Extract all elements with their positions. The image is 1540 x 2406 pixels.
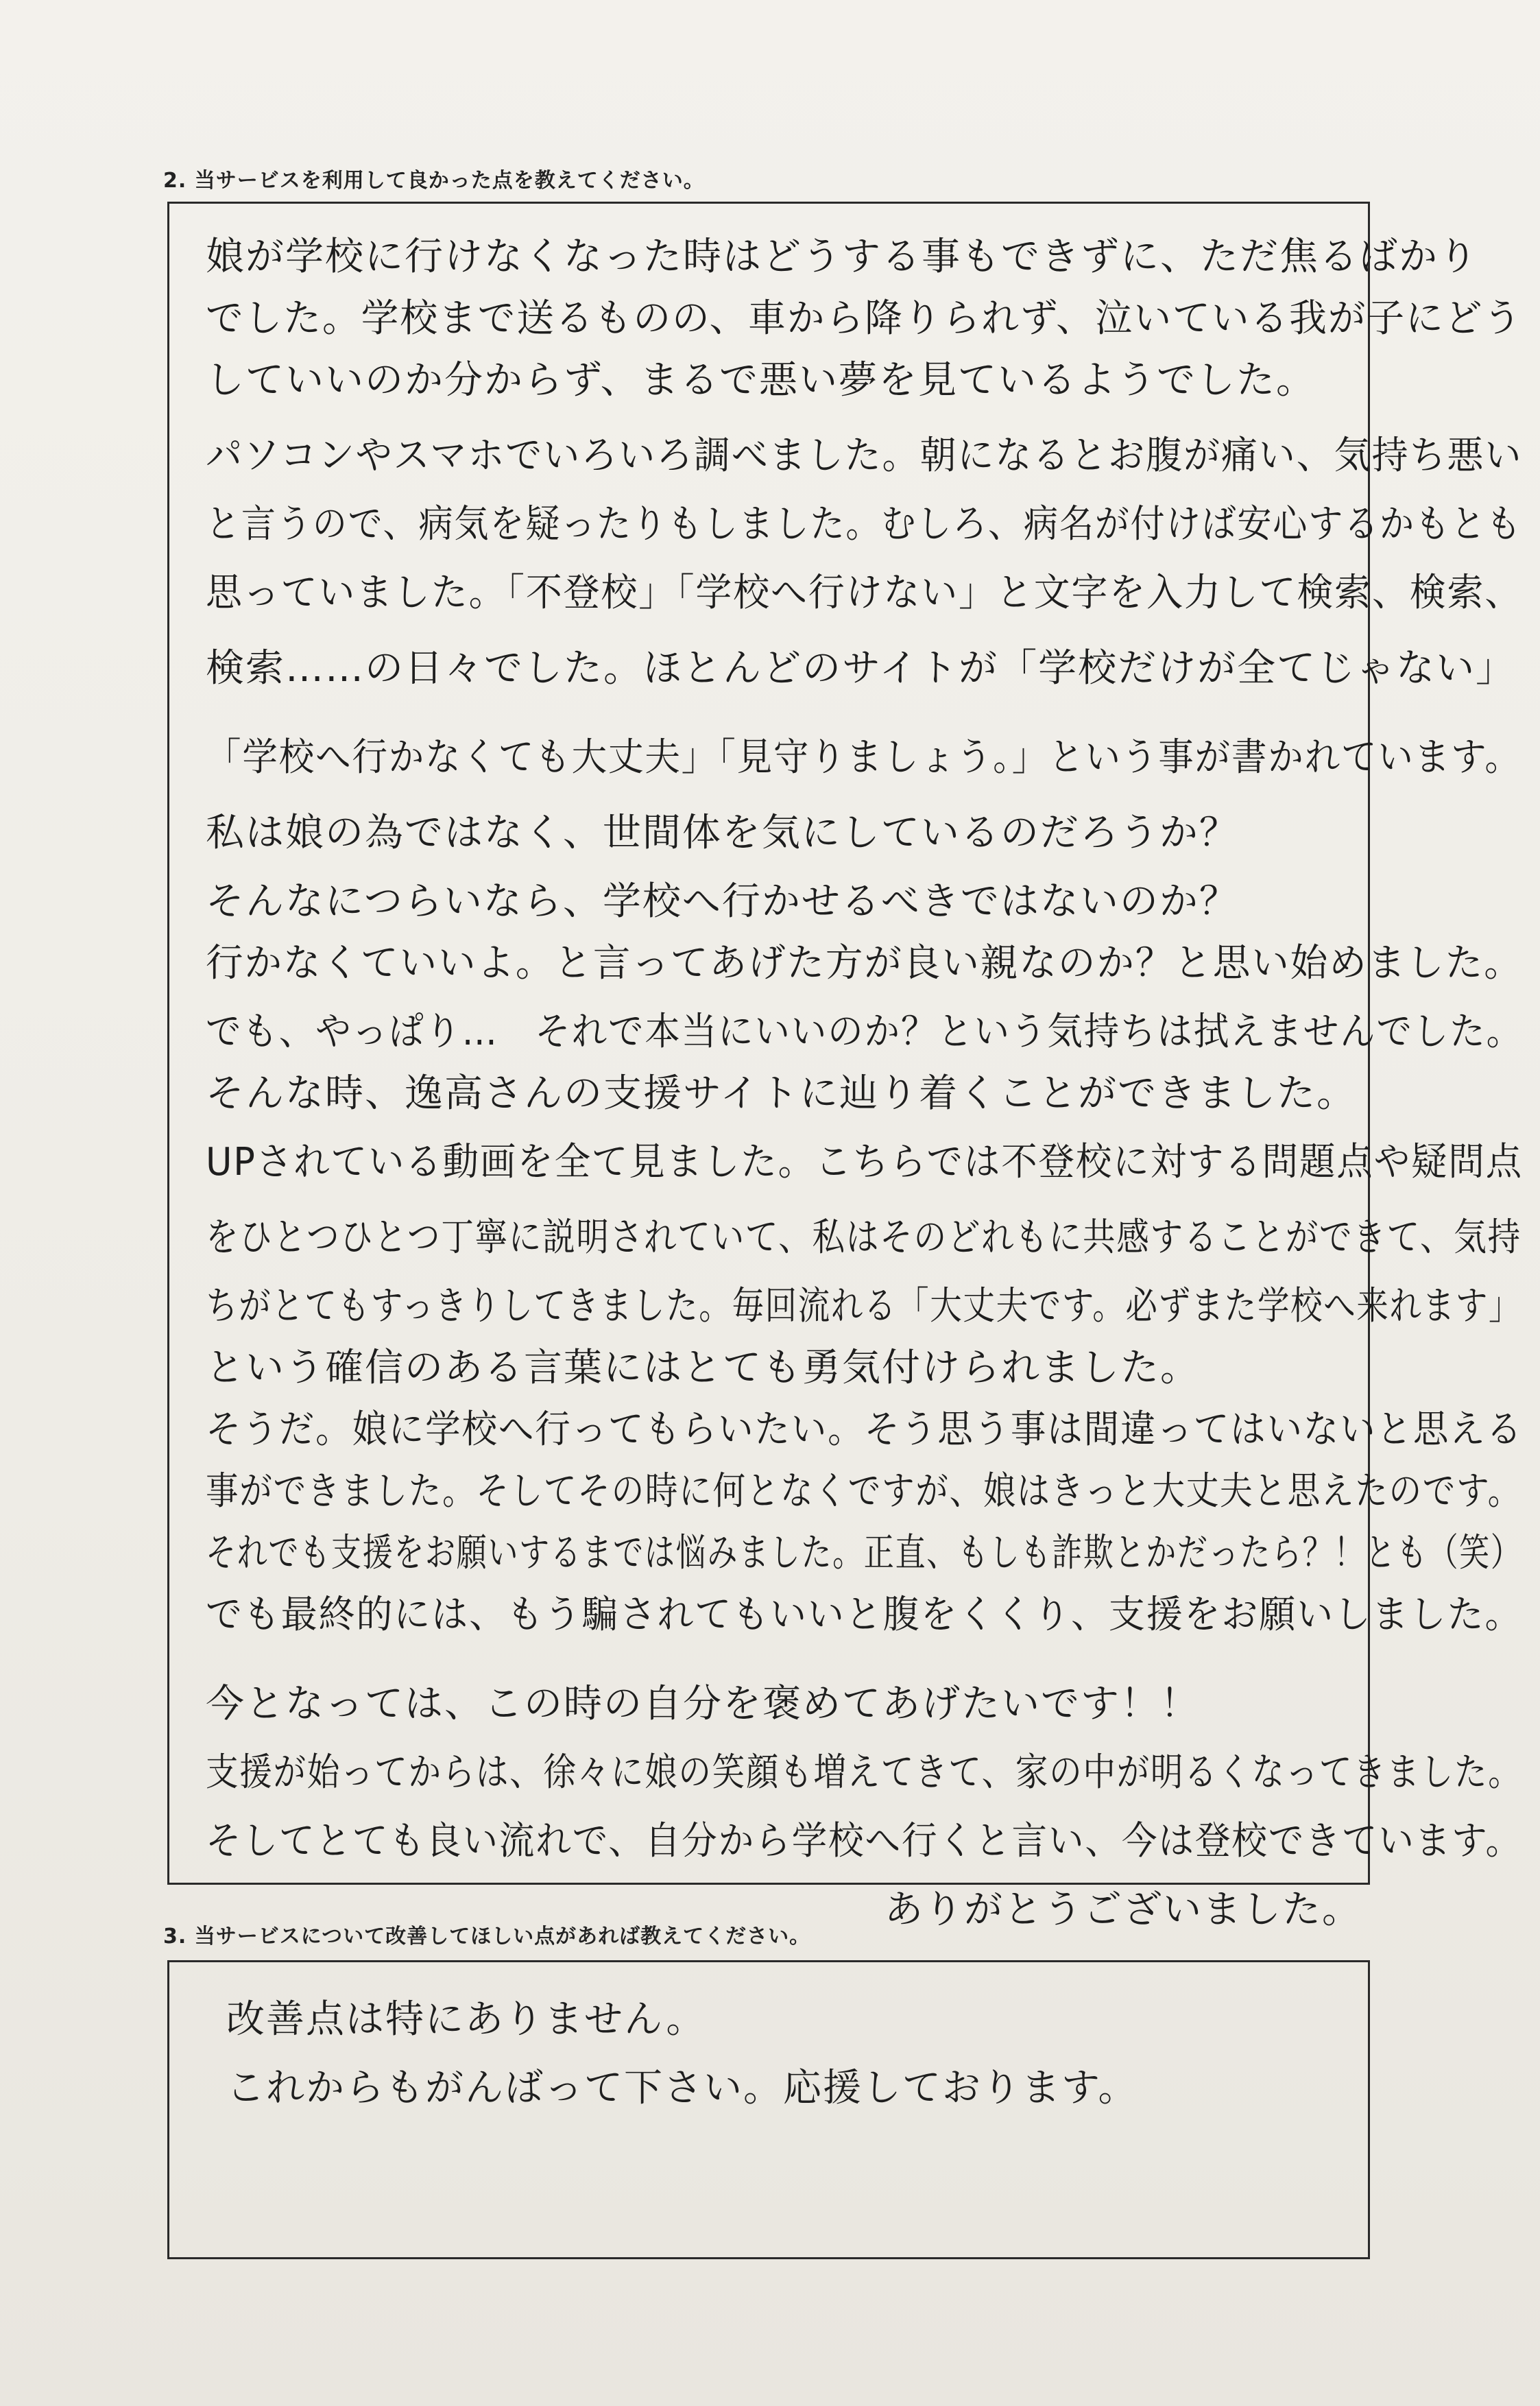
question-3-label: 3. 当サービスについて改善してほしい点があれば教えてください。 (163, 1925, 811, 1949)
answer-2-line-9: 私は娘の為ではなく、世間体を気にしているのだろうか？ (206, 811, 1239, 855)
answer-2-line-14: UPされている動画を全て見ました。こちらでは不登校に対する問題点や疑問点 (206, 1140, 1524, 1184)
answer-2-line-23: 支援が始ってからは、徐々に娘の笑顔も増えてきて、家の中が明るくなってきました。 (206, 1750, 1522, 1795)
answer-2-line-10: そんなにつらいなら、学校へ行かせるべきではないのか？ (206, 879, 1239, 924)
answer-2-line-13: そんな時、逸高さんの支援サイトに辿り着くことができました。 (206, 1071, 1357, 1116)
answer-2-line-11: 行かなくていいよ。と言ってあげた方が良い親なのか？と思い始めました。 (206, 941, 1523, 986)
answer-2-line-18: そうだ。娘に学校へ行ってもらいたい。そう思う事は間違ってはいないと思える (206, 1407, 1523, 1452)
answer-2-closing: ありがとうございました。 (885, 1887, 1362, 1932)
answer-2-line-12: でも、やっぱり… それで本当にいいのか？という気持ちは拭えませんでした。 (206, 1010, 1523, 1054)
answer-2-line-19: 事ができました。そしてその時に何となくですが、娘はきっと大丈夫と思えたのです。 (206, 1469, 1521, 1514)
answer-2-line-20: それでも支援をお願いするまでは悩みました。正直、もしも詐欺とかだったら？！とも（笑） (206, 1531, 1522, 1575)
answer-3-line-2: これからもがんばって下さい。応援しております。 (226, 2066, 1138, 2110)
answer-2-line-24: そしてとても良い流れで、自分から学校へ行くと言い、今は登校できています。 (206, 1819, 1522, 1863)
answer-2-line-22: 今となっては、この時の自分を褒めてあげたいです！！ (206, 1682, 1200, 1726)
answer-2-line-1: 娘が学校に行けなくなった時はどうする事もできずに、ただ焦るばかり (206, 235, 1478, 279)
answer-2-line-8: 「学校へ行かなくても大丈夫」「見守りましょう。」という事が書かれています。 (206, 735, 1521, 780)
answer-2-line-4: パソコンやスマホでいろいろ調べました。朝になるとお腹が痛い、気持ち悪い (206, 433, 1523, 478)
answer-2-line-17: という確信のある言葉にはとても勇気付けられました。 (206, 1346, 1200, 1390)
answer-2-line-16: ちがとてもすっきりしてきました。毎回流れる「大丈夫です。必ずまた学校へ来れます」 (206, 1284, 1522, 1329)
answer-2-line-2: でした。学校まで送るものの、車から降りられず、泣いている我が子にどう (206, 296, 1523, 341)
answer-2-line-15: をひとつひとつ丁寧に説明されていて、私はそのどれもに共感することができて、気持 (206, 1215, 1521, 1260)
answer-2-line-3: していいのか分からず、まるで悪い夢を見ているようでした。 (206, 358, 1316, 403)
question-2-label: 2. 当サービスを利用して良かった点を教えてください。 (163, 169, 705, 193)
answer-2-line-5: と言うので、病気を疑ったりもしました。むしろ、病名が付けば安心するかもとも (206, 502, 1522, 547)
answer-3-line-1: 改善点は特にありません。 (226, 1997, 706, 2042)
answer-2-line-21: でも最終的には、もう騙されてもいいと腹をくくり、支援をお願いしました。 (206, 1593, 1523, 1637)
answer-2-line-6: 思っていました。「不登校」「学校へ行けない」と文字を入力して検索、検索、 (206, 571, 1523, 615)
answer-2-line-7: 検索……の日々でした。ほとんどのサイトが「学校だけが全てじゃない」 (206, 646, 1516, 691)
